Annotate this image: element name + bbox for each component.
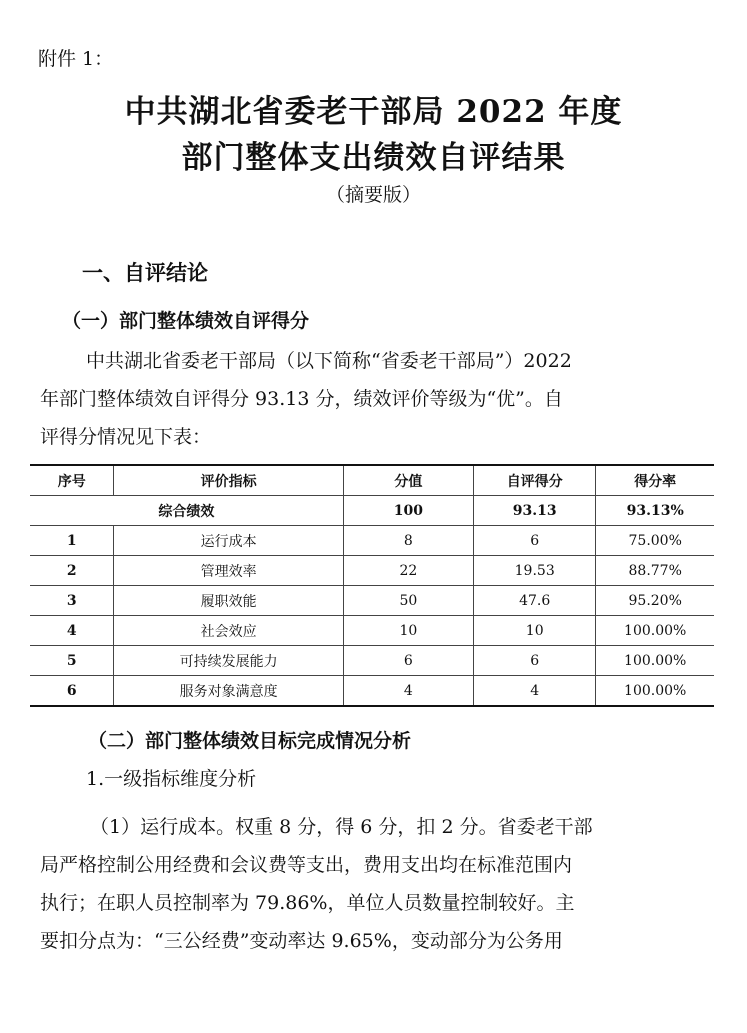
table-total-row <box>30 496 714 526</box>
total-label: 综合绩效 <box>30 496 343 526</box>
paragraph-line: （1）运行成本。权重 8 分，得 6 分，扣 2 分。省委老干部 <box>90 816 593 838</box>
row-score: 19.53 <box>474 556 596 586</box>
row-value: 6 <box>343 646 473 676</box>
row-indicator: 履职效能 <box>114 586 343 616</box>
row-value: 10 <box>343 616 473 646</box>
paragraph-score-summary <box>40 342 708 456</box>
row-rate: 88.77% <box>596 556 714 586</box>
header-value: 分值 <box>343 465 473 496</box>
row-no: 4 <box>30 616 114 646</box>
document-subtitle: （摘要版） <box>325 184 421 206</box>
row-rate: 100.00% <box>596 616 714 646</box>
subsection3-heading: 1.一级指标维度分析 <box>86 768 257 790</box>
row-value: 8 <box>343 526 473 556</box>
document-title-line2: 部门整体支出绩效自评结果 <box>181 140 566 176</box>
row-no: 1 <box>30 526 114 556</box>
total-value: 100 <box>343 496 473 526</box>
row-score: 6 <box>474 646 596 676</box>
table-row <box>30 646 714 676</box>
header-rate: 得分率 <box>596 465 714 496</box>
row-score: 10 <box>474 616 596 646</box>
table-row <box>30 616 714 646</box>
total-score: 93.13 <box>474 496 596 526</box>
row-score: 6 <box>474 526 596 556</box>
table-row <box>30 556 714 586</box>
paragraph-operating-cost <box>40 808 708 960</box>
paragraph-line: 要扣分点为：“三公经费”变动率达 9.65%，变动部分为公务用 <box>40 930 563 952</box>
table-row <box>30 586 714 616</box>
paragraph-line: 局严格控制公用经费和会议费等支出，费用支出均在标准范围内 <box>40 854 573 876</box>
row-no: 6 <box>30 676 114 707</box>
header-score: 自评得分 <box>474 465 596 496</box>
row-indicator: 服务对象满意度 <box>114 676 343 707</box>
row-no: 5 <box>30 646 114 676</box>
row-indicator: 运行成本 <box>114 526 343 556</box>
total-rate: 93.13% <box>596 496 714 526</box>
subsection2-heading: （二）部门整体绩效目标完成情况分析 <box>88 730 412 752</box>
row-indicator: 可持续发展能力 <box>114 646 343 676</box>
paragraph-line: 年部门整体绩效自评得分 93.13 分，绩效评价等级为“优”。自 <box>40 388 563 410</box>
subsection1-heading: （一）部门整体绩效自评得分 <box>62 310 310 332</box>
section1-heading: 一、自评结论 <box>82 260 208 285</box>
table-row <box>30 526 714 556</box>
row-indicator: 社会效应 <box>114 616 343 646</box>
attachment-label: 附件 1： <box>38 48 114 70</box>
row-score: 47.6 <box>474 586 596 616</box>
row-rate: 75.00% <box>596 526 714 556</box>
row-no: 2 <box>30 556 114 586</box>
score-table <box>30 464 714 707</box>
row-no: 3 <box>30 586 114 616</box>
row-rate: 100.00% <box>596 646 714 676</box>
paragraph-line: 执行；在职人员控制率为 79.86%，单位人员数量控制较好。主 <box>40 892 575 914</box>
row-score: 4 <box>474 676 596 707</box>
document-title-line1: 中共湖北省委老干部局 2022 年度 <box>124 94 623 130</box>
row-value: 4 <box>343 676 473 707</box>
row-value: 50 <box>343 586 473 616</box>
table-header-row <box>30 465 714 496</box>
row-rate: 95.20% <box>596 586 714 616</box>
paragraph-line: 中共湖北省委老干部局（以下简称“省委老干部局”）2022 <box>86 350 572 372</box>
header-indicator: 评价指标 <box>114 465 343 496</box>
header-no: 序号 <box>30 465 114 496</box>
row-rate: 100.00% <box>596 676 714 707</box>
row-indicator: 管理效率 <box>114 556 343 586</box>
table-row <box>30 676 714 707</box>
row-value: 22 <box>343 556 473 586</box>
paragraph-line: 评得分情况见下表： <box>40 426 212 448</box>
